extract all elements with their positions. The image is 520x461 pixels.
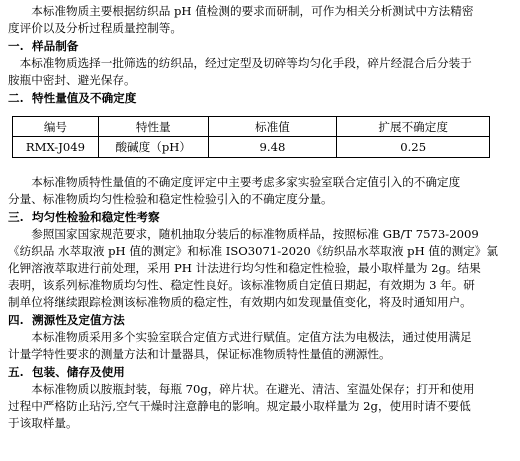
paragraph-line: 过程中严格防止玷污,空气干燥时注意静电的影响。规定最小取样量为 2g，使用时请不要低 bbox=[8, 399, 471, 413]
section-number: 三. bbox=[8, 210, 24, 224]
table-cell: RMX-J049 bbox=[13, 137, 99, 158]
paragraph-line: 于该取样量。 bbox=[8, 416, 78, 430]
sample-prep-paragraph bbox=[8, 55, 512, 89]
paragraph-line: 本标准物质选择一批筛选的纺织品，经过定型及切碎等均匀化手段，碎片经混合后分装于 bbox=[19, 56, 472, 70]
table-row bbox=[13, 137, 490, 158]
section-number: 二. bbox=[8, 91, 24, 105]
paragraph-line: 化钾溶液萃取进行前处理，采用 PH 计法进行均匀性和稳定性检验，最小取样量为 2g。结果 bbox=[8, 261, 481, 275]
paragraph-line: 本标准物质特性量值的不确定度评定中主要考虑多家实验室联合定值引入的不确定度 bbox=[31, 175, 461, 189]
section-number: 四. bbox=[8, 313, 24, 327]
table-header-cell: 特性量 bbox=[98, 117, 208, 137]
table-header-cell: 编号 bbox=[13, 117, 99, 137]
intro-paragraph bbox=[8, 3, 512, 37]
uncertainty-paragraph bbox=[8, 174, 512, 208]
paragraph-line: 胺瓶中密封、避光保存。 bbox=[8, 73, 136, 87]
section-title: 均匀性检验和稳定性考察 bbox=[32, 210, 160, 224]
paragraph-line: 表明，该系列标准物质均匀性、稳定性良好。该标准物质自定值日期起，有效期为 3 年。研 bbox=[8, 278, 475, 292]
traceability-paragraph bbox=[8, 329, 512, 363]
table-cell: 9.48 bbox=[208, 137, 337, 158]
table-cell: 酸碱度（pH） bbox=[98, 137, 208, 158]
packaging-paragraph bbox=[8, 381, 512, 432]
paragraph-line: 计量学特性要求的测量方法和计量器具，保证标准物质特性量值的溯源性。 bbox=[8, 347, 391, 361]
paragraph-line: 制单位将继续跟踪检测该标准物质的稳定性，有效期内如发现量值变化，将及时通知用户。 bbox=[8, 295, 472, 309]
paragraph-line: 本标准物质采用多个实验室联合定值方式进行赋值。定值方法为电极法，通过使用满足 bbox=[31, 330, 472, 344]
table-cell: 0.25 bbox=[337, 137, 490, 158]
section-number: 一. bbox=[8, 39, 24, 53]
paragraph-line: 本标准物质以胺瓶封装，每瓶 70g，碎片状。在避光、清洁、室温处保存；打开和使用 bbox=[31, 382, 475, 396]
intro-line: 度评价以及分析过程质量控制等。 bbox=[8, 21, 182, 35]
section-heading-packaging bbox=[8, 363, 512, 381]
paragraph-line: 《纺织品 水萃取液 pH 值的测定》和标准 ISO3071-2020《纺织品水萃取液 pH 值的测定》氯 bbox=[8, 244, 498, 258]
section-title: 包装、储存及使用 bbox=[32, 365, 125, 379]
section-heading-traceability bbox=[8, 311, 512, 329]
section-heading-sample-prep bbox=[8, 37, 512, 55]
table-header-row bbox=[13, 117, 490, 137]
paragraph-line: 分量、标准物质均匀性检验和稳定性检验引入的不确定度分量。 bbox=[8, 192, 333, 206]
homogeneity-paragraph bbox=[8, 226, 512, 311]
section-title: 样品制备 bbox=[32, 39, 79, 53]
intro-line: 本标准物质主要根据纺织品 pH 值检测的要求而研制，可作为相关分析测试中方法精密 bbox=[31, 4, 474, 18]
section-title: 溯源性及定值方法 bbox=[32, 313, 125, 327]
section-title: 特性量值及不确定度 bbox=[32, 91, 137, 105]
section-heading-values bbox=[8, 89, 512, 107]
section-number: 五. bbox=[8, 365, 24, 379]
table-header-cell: 扩展不确定度 bbox=[337, 117, 490, 137]
property-table bbox=[12, 116, 490, 158]
table-header-cell: 标准值 bbox=[208, 117, 337, 137]
paragraph-line: 参照国家国家规范要求，随机抽取分装后的标准物质样品，按照标准 GB/T 7573-2009 bbox=[31, 227, 479, 241]
section-heading-homogeneity bbox=[8, 208, 512, 226]
